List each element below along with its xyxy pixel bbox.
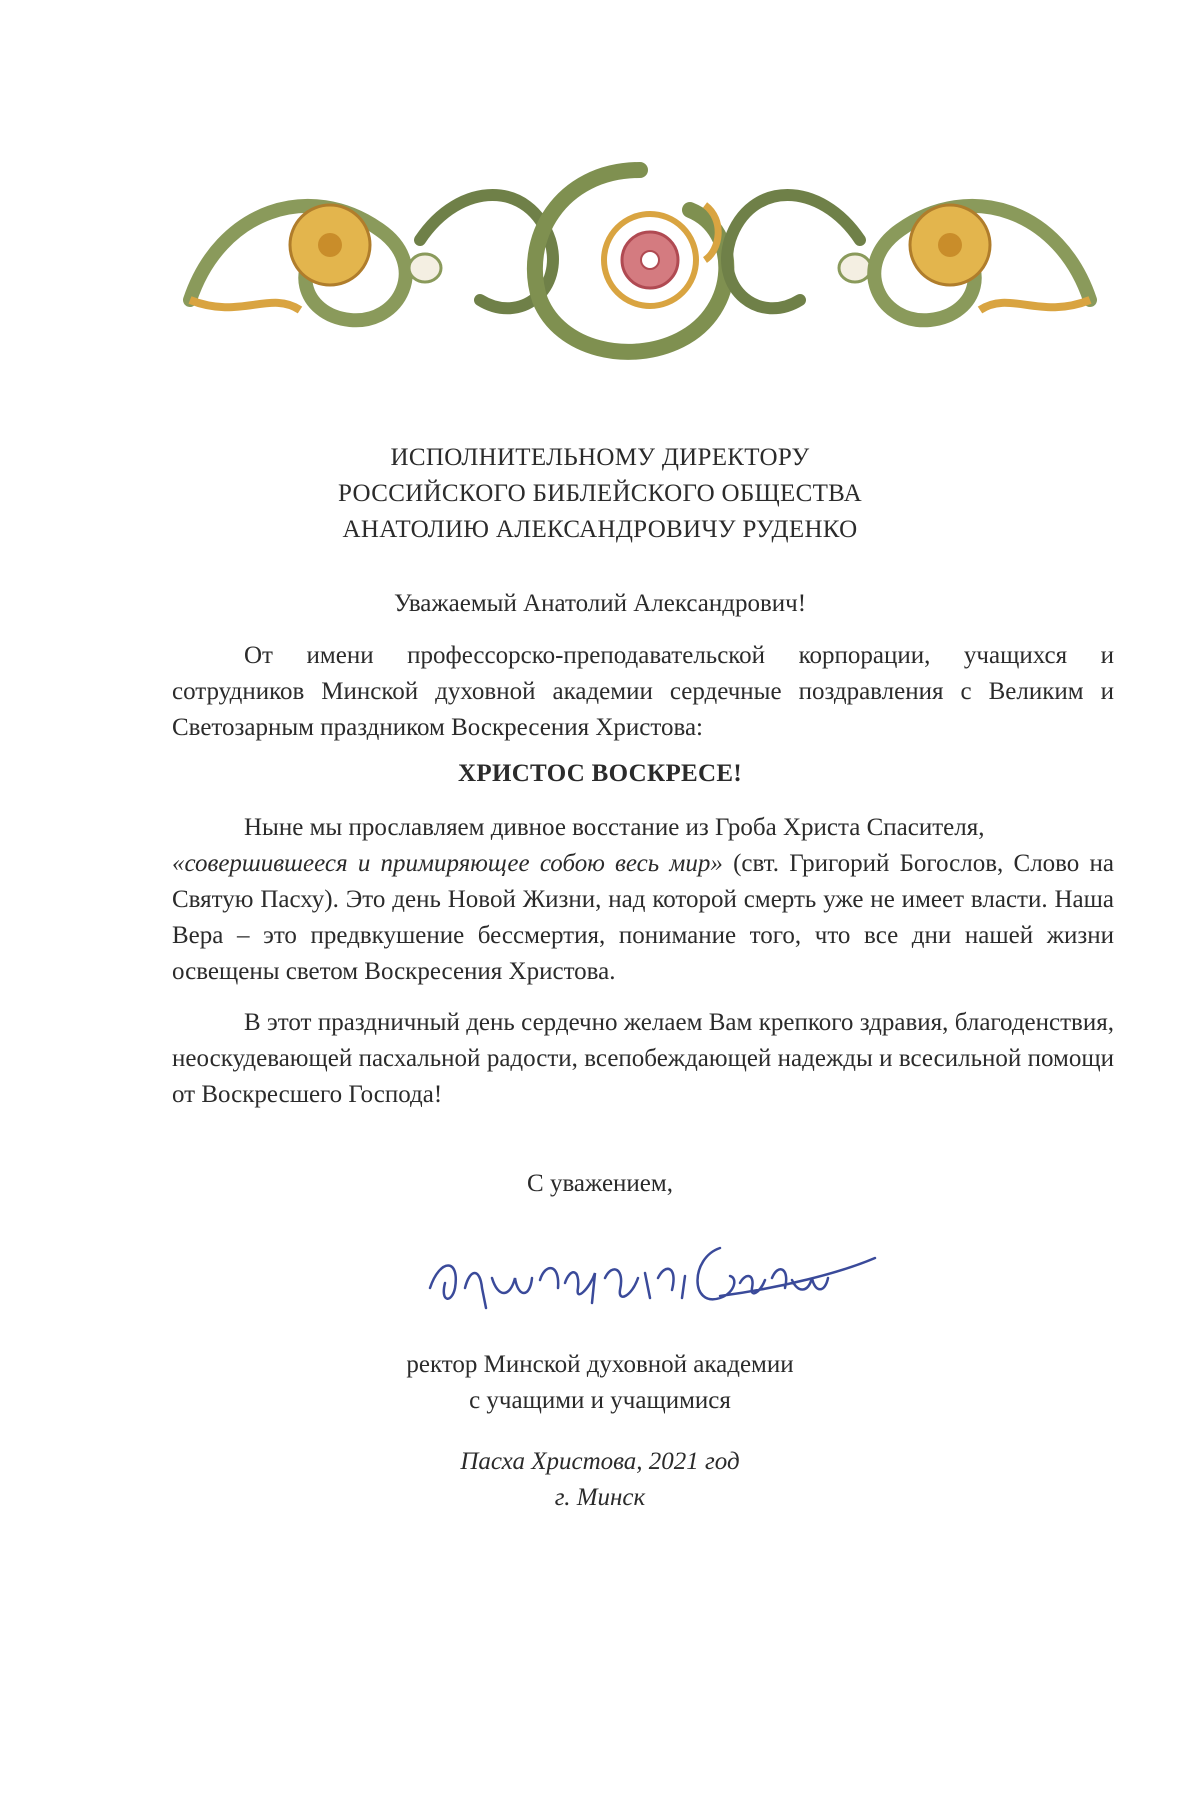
signer-line-1: ректор Минской духовной академии <box>406 1351 794 1378</box>
ornamental-header-image <box>180 150 1100 380</box>
salutation: Уважаемый Анатолий Александрович! <box>393 590 807 617</box>
closing: С уважением, <box>527 1170 673 1197</box>
addressee-line-1: ИСПОЛНИТЕЛЬНОМУ ДИРЕКТОРУ <box>390 444 810 471</box>
addressee-line-3: АНАТОЛИЮ АЛЕКСАНДРОВИЧУ РУДЕНКО <box>342 516 858 543</box>
paragraph-2-lead: Ныне мы прославляем дивное восстание из Гроба Христа Спасителя, <box>244 814 985 841</box>
addressee-line-2: РОССИЙСКОГО БИБЛЕЙСКОГО ОБЩЕСТВА <box>338 480 862 507</box>
paragraph-3-container <box>172 1005 1114 1113</box>
addressee-block <box>0 440 1200 548</box>
paragraph-2-container <box>172 810 1114 990</box>
dateline <box>0 1444 1200 1516</box>
signer-line-2: с учащими и учащимися <box>469 1387 731 1414</box>
signer-block <box>0 1347 1200 1419</box>
paragraph-2-quote: «совершившееся и примиряющее собою весь мир» <box>172 850 723 877</box>
dateline-line-1: Пасха Христова, 2021 год <box>460 1448 740 1475</box>
paragraph-2-rest: (свт. Григорий Богослов, Слово на Святую Пасху). Это день Новой Жизни, над которой смерть уже не имеет власти. Наша Вера – это предвкушение бессмертия, понимание того, что все дни нашей жизни освещены светом Воскресения Христова. <box>172 850 1115 985</box>
paragraph-1: От имени профессорско-преподавательской корпорации, учащихся и сотрудников Минской духовной академии сердечные поздравления с Великим и Светозарным праздником Воскресения Христова: <box>172 642 1114 741</box>
dateline-line-2: г. Минск <box>554 1484 646 1511</box>
heading-christ-is-risen: ХРИСТОС ВОСКРЕСЕ! <box>458 760 742 787</box>
paragraph-3: В этот праздничный день сердечно желаем Вам крепкого здравия, благоденствия, неоскудевающей пасхальной радости, всепобеждающей надежды и всесильной помощи от Воскресшего Господа! <box>172 1009 1114 1108</box>
paragraph-1-container <box>172 638 1114 746</box>
handwritten-signature-image <box>420 1218 880 1338</box>
paragraph-2 <box>172 810 1114 990</box>
